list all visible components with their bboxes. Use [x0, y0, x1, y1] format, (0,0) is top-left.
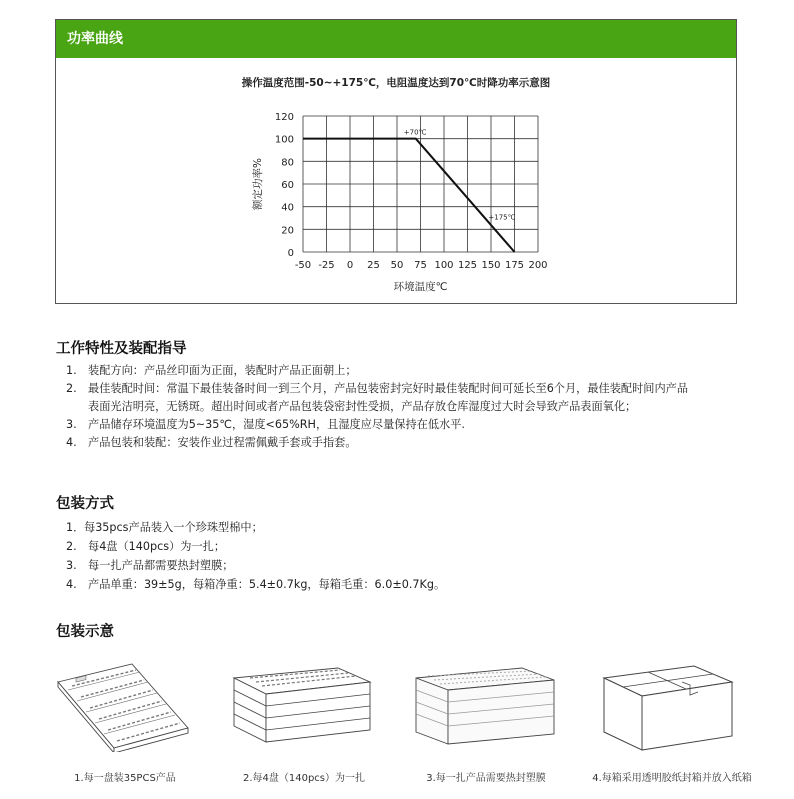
chart-annotation: +70℃ [403, 128, 427, 137]
list-item: 2. 每4盘（140pcs）为一扎； [66, 540, 226, 553]
carton-box-illustration [598, 660, 738, 756]
diagram-section-title: 包装示意 [56, 624, 114, 640]
shrink-wrapped-bundle-illustration [414, 662, 556, 754]
y-tick-label: 40 [281, 202, 294, 214]
list-item: 1．每35pcs产品装入一个珍珠型棉中； [66, 521, 263, 534]
diagram-caption-2: 2.每4盘（140pcs）为一扎 [242, 773, 366, 784]
x-axis-label: 环境温度℃ [393, 281, 448, 293]
derating-series-line [303, 139, 515, 252]
list-item: 1. 装配方向：产品丝印面为正面，装配时产品正面朝上； [66, 364, 357, 377]
x-tick-label: 125 [457, 260, 478, 271]
power-curve-header: 功率曲线 [56, 20, 736, 58]
x-tick-label: 50 [390, 260, 404, 271]
x-tick-label: 150 [481, 260, 501, 271]
y-tick-label: 20 [281, 225, 294, 237]
diagram-caption-1: 1.每一盘装35PCS产品 [74, 773, 176, 784]
list-item: 3. 每一扎产品都需要热封塑膜； [66, 559, 234, 572]
list-item: 2. 最佳装配时间：常温下最佳装备时间一到三个月，产品包装密封完好时最佳装配时间可延长至6个月，最佳装配时间内产品 表面光洁明亮，无锈斑。超出时间或者产品包装袋密封性受损，产品存放仓库湿度过大时会导致产品表面氧化； [66, 382, 689, 413]
y-tick-label: 60 [281, 180, 294, 191]
list-item: 4. 产品包装和装配：安装作业过程需佩戴手套或手指套。 [66, 436, 357, 449]
pack-list [66, 518, 445, 594]
x-tick-label: 200 [528, 260, 548, 271]
x-tick-label: 25 [367, 260, 380, 271]
pack-section-title: 包装方式 [56, 496, 114, 512]
work-list [66, 362, 688, 452]
y-tick-label: 120 [274, 112, 294, 123]
x-tick-label: 175 [504, 260, 525, 271]
chart-title: 操作温度范围-50~+175℃，电阻温度达到70℃时降功率示意图 [241, 77, 551, 89]
x-tick-label: -50 [294, 260, 312, 271]
list-item: 3. 产品储存环境温度为5~35℃，湿度<65%RH，且湿度应尽量保持在低水平. [66, 418, 465, 431]
tray-illustration [52, 660, 194, 752]
x-tick-label: -25 [318, 260, 335, 271]
chart-annotation: +175℃ [488, 213, 516, 222]
diagram-caption-3: 3.每一扎产品需要热封塑膜 [426, 773, 546, 784]
y-axis-label: 额定功率% [252, 158, 264, 210]
diagram-caption-4: 4.每箱采用透明胶纸封箱并放入纸箱 [592, 773, 752, 784]
derating-chart [56, 100, 736, 305]
x-tick-label: 75 [414, 260, 427, 271]
stacked-trays-illustration [230, 662, 374, 754]
power-curve-panel [55, 19, 737, 304]
list-item: 4. 产品单重：39±5g，每箱净重：5.4±0.7kg，每箱毛重：6.0±0.7Kg。 [66, 578, 446, 591]
y-tick-label: 0 [287, 248, 294, 259]
x-tick-label: 100 [434, 260, 454, 271]
y-tick-label: 100 [274, 134, 294, 146]
work-section-title: 工作特性及装配指导 [56, 341, 187, 357]
y-tick-label: 80 [281, 157, 294, 169]
x-tick-label: 0 [346, 260, 354, 271]
